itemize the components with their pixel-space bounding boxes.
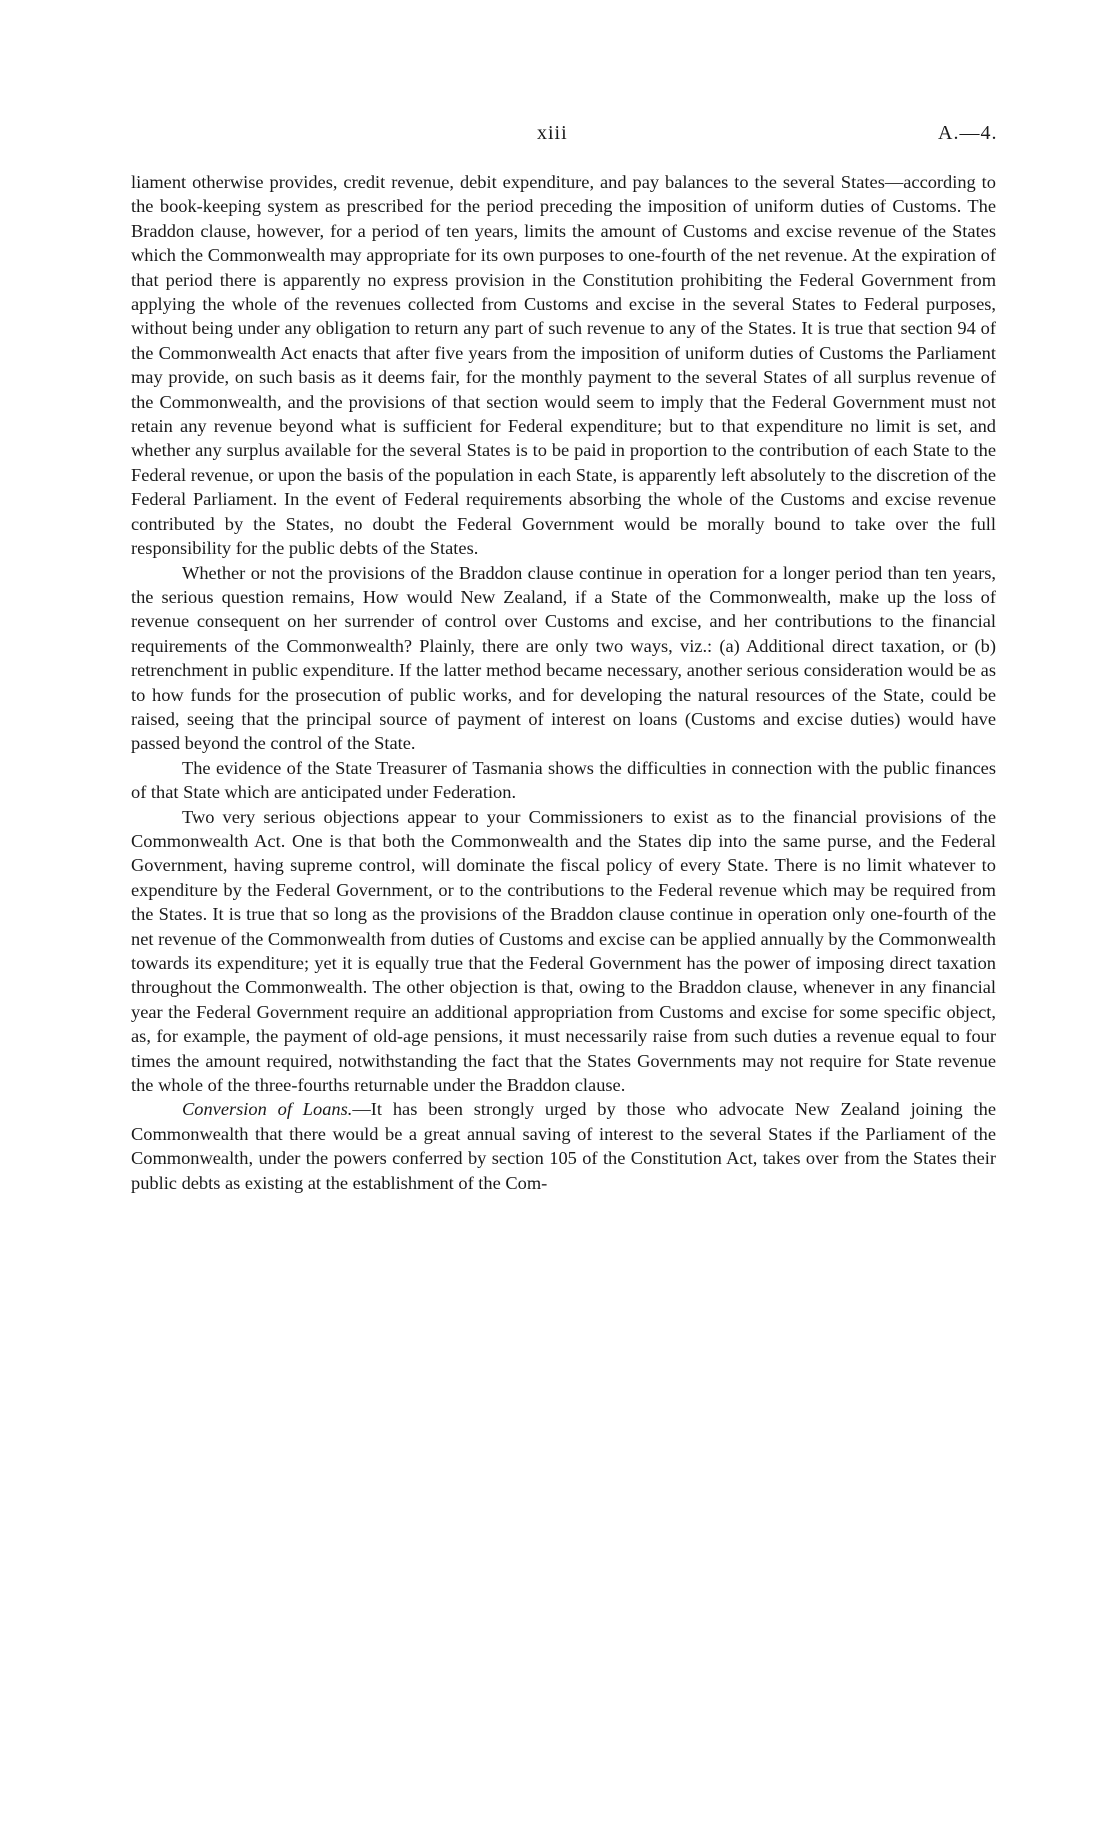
paragraph-tasmania-evidence: The evidence of the State Treasurer of Tasmania shows the difficulties in connection with the public finances of that State which are anticipated under Federation. xyxy=(131,757,996,803)
paragraph-objections: Two very serious objections appear to your Commissioners to exist as to the financial provisions of the Commonwealth Act. One is that both the Commonwealth and the States dip into the same purse, and the Federal Government, having supreme control, will dominate the fiscal policy of every State. There is no limit whatever to expenditure by the Federal Government, or to the contributions to the Federal revenue which may be required from the States. It is true that so long as the provisions of the Braddon clause continue in operation only one-fourth of the net revenue of the Commonwealth from duties of Customs and excise can be applied annually by the Commonwealth towards its expenditure; yet it is equally true that the Federal Government has the power of imposing direct taxation throughout the Commonwealth. The other objection is that, owing to the Braddon clause, whenever in any financial year the Federal Government require an additional appropriation from Customs and excise for some specific object, as, for example, the payment of old-age pensions, it must necessarily raise from such duties a revenue equal to four times the amount required, notwithstanding the fact that the States Governments may not require for State revenue the whole of the three-fourths returnable under the Braddon clause. xyxy=(131,806,996,1096)
paragraph-federal-revenue: liament otherwise provides, credit revenue, debit expenditure, and pay balances to the several States—according to the book-keeping system as prescribed for the period preceding the imposition of uniform duties of Customs. The Braddon clause, however, for a period of ten years, limits the amount of Customs and excise revenue of the States which the Commonwealth may appropriate for its own purposes to one-fourth of the net revenue. At the expiration of that period there is apparently no express provision in the Constitution prohibiting the Federal Government from applying the whole of the revenues collected from Customs and excise in the several States to Federal purposes, without being under any obligation to return any part of such revenue to any of the States. It is true that section 94 of the Commonwealth Act enacts that after five years from the imposition of uniform duties of Customs the Parliament may provide, on such basis as it deems fair, for the monthly payment to the several States of all surplus revenue of the Commonwealth, and the provisions of that section would seem to imply that the Federal Government must not retain any revenue beyond what is sufficient for Federal expenditure; but to that expenditure no limit is set, and whether any surplus available for the several States is to be paid in proportion to the contribution of each State to the Federal revenue, or upon the basis of the population in each State, is apparently left absolutely to the discretion of the Federal Parliament. In the event of Federal requirements absorbing the whole of the Customs and excise revenue contributed by the States, no doubt the Federal Government would be morally bound to take over the full responsibility for the public debts of the States. xyxy=(131,172,996,559)
page-number: xiii xyxy=(537,122,568,144)
document-reference: A.—4. xyxy=(938,122,998,144)
paragraph-conversion-text: —It has been strongly urged by those who advocate New Zealand joining the Commonwealth that there would be a great annual saving of interest to the several States if the Parliament of the Commonwealth, under the powers conferred by section 105 of the Constitution Act, takes over from the States their public debts as existing at the establishment of the Com- xyxy=(131,1099,996,1193)
paragraph-braddon-clause: Whether or not the provisions of the Braddon clause continue in operation for a longer period than ten years, the serious question remains, How would New Zealand, if a State of the Commonwealth, make up the loss of revenue consequent on her surrender of control over Customs and excise, and her contributions to the financial requirements of the Commonwealth? Plainly, there are only two ways, viz.: (a) Additional direct taxation, or (b) retrenchment in public expenditure. If the latter method became necessary, another serious consideration would be as to how funds for the prosecution of public works, and for developing the natural resources of the State, could be raised, seeing that the principal source of payment of interest on loans (Customs and excise duties) would have passed beyond the control of the State. xyxy=(131,562,996,754)
body-text xyxy=(131,170,996,1195)
paragraph-conversion-of-loans xyxy=(131,1097,996,1195)
section-heading-conversion-of-loans: Conversion of Loans. xyxy=(182,1099,353,1120)
page-header xyxy=(0,122,1114,146)
